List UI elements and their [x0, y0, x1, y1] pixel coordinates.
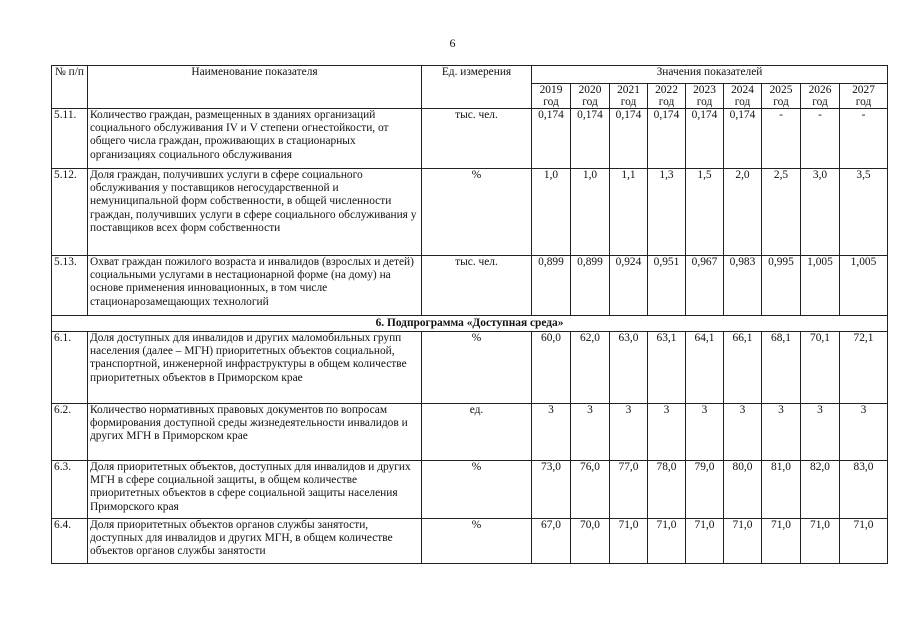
value-cell: 0,899: [532, 256, 571, 316]
table-row: [52, 404, 888, 461]
unit-cell: %: [422, 519, 532, 564]
value-cell: 2,0: [724, 169, 762, 256]
unit-cell: %: [422, 461, 532, 519]
value-cell: 0,174: [648, 109, 686, 169]
value-cell: 0,174: [532, 109, 571, 169]
year-suffix: год: [582, 96, 598, 108]
year-header: [762, 84, 801, 109]
value-cell: 1,1: [610, 169, 648, 256]
year-suffix: год: [696, 96, 713, 108]
indicators-table: [51, 65, 888, 564]
value-cell: 1,5: [686, 169, 724, 256]
value-cell: 70,1: [801, 332, 840, 404]
value-cell: 3: [648, 404, 686, 461]
value-cell: 63,1: [648, 332, 686, 404]
year-suffix: год: [855, 96, 872, 108]
value-cell: 71,0: [610, 519, 648, 564]
indicator-name: Доля доступных для инвалидов и других маломобильных групп населения (далее – МГН) приоритетных объектов социальной, транспортной, инженерной инфраструктуры в общем количестве приоритетных объектов в Приморском крае: [88, 332, 422, 404]
year-header: [724, 84, 762, 109]
value-cell: 71,0: [801, 519, 840, 564]
value-cell: -: [840, 109, 888, 169]
indicator-name: Количество граждан, размещенных в зданиях организаций социального обслуживания IV и V степени огнестойкости, от общего числа граждан, проживающих в стационарных организациях социального обслуживания: [88, 109, 422, 169]
value-cell: 76,0: [571, 461, 610, 519]
value-cell: 71,0: [724, 519, 762, 564]
year-label: 2020: [578, 84, 602, 96]
year-header: [648, 84, 686, 109]
value-cell: 0,951: [648, 256, 686, 316]
value-cell: 67,0: [532, 519, 571, 564]
value-cell: 66,1: [724, 332, 762, 404]
value-cell: 3,0: [801, 169, 840, 256]
section-row: [52, 316, 888, 332]
value-cell: 68,1: [762, 332, 801, 404]
value-cell: 82,0: [801, 461, 840, 519]
year-label: 2022: [655, 84, 678, 96]
table-row: [52, 256, 888, 316]
table-row: [52, 332, 888, 404]
value-cell: 71,0: [686, 519, 724, 564]
value-cell: 81,0: [762, 461, 801, 519]
row-number: 5.11.: [52, 109, 88, 169]
table-row: [52, 519, 888, 564]
value-cell: 3: [532, 404, 571, 461]
header-num: № п/п: [52, 66, 88, 109]
value-cell: 73,0: [532, 461, 571, 519]
value-cell: 2,5: [762, 169, 801, 256]
section-title: 6. Подпрограмма «Доступная среда»: [52, 316, 888, 332]
value-cell: 80,0: [724, 461, 762, 519]
value-cell: 71,0: [762, 519, 801, 564]
value-cell: -: [801, 109, 840, 169]
year-suffix: год: [543, 96, 559, 108]
value-cell: 78,0: [648, 461, 686, 519]
value-cell: 77,0: [610, 461, 648, 519]
row-number: 6.1.: [52, 332, 88, 404]
value-cell: 0,174: [571, 109, 610, 169]
value-cell: 0,995: [762, 256, 801, 316]
table-row: [52, 169, 888, 256]
table-row: [52, 109, 888, 169]
value-cell: 64,1: [686, 332, 724, 404]
value-cell: 1,3: [648, 169, 686, 256]
header-unit: Ед. измерения: [422, 66, 532, 109]
unit-cell: %: [422, 169, 532, 256]
value-cell: 62,0: [571, 332, 610, 404]
value-cell: 79,0: [686, 461, 724, 519]
year-label: 2024: [731, 84, 754, 96]
year-header: [801, 84, 840, 109]
unit-cell: ед.: [422, 404, 532, 461]
year-label: 2025: [769, 84, 793, 96]
page-number: 6: [449, 36, 456, 50]
value-cell: 60,0: [532, 332, 571, 404]
value-cell: 0,174: [610, 109, 648, 169]
value-cell: 72,1: [840, 332, 888, 404]
value-cell: 3: [840, 404, 888, 461]
table-row: [52, 461, 888, 519]
unit-cell: тыс. чел.: [422, 256, 532, 316]
year-suffix: год: [812, 96, 828, 108]
year-suffix: год: [734, 96, 751, 108]
year-label: 2021: [617, 84, 640, 96]
year-label: 2026: [808, 84, 832, 96]
year-header: [686, 84, 724, 109]
year-label: 2023: [693, 84, 716, 96]
row-number: 6.3.: [52, 461, 88, 519]
indicator-name: Количество нормативных правовых документов по вопросам формирования доступной среды жизнедеятельности инвалидов и других МГН в Приморском крае: [88, 404, 422, 461]
value-cell: 1,005: [801, 256, 840, 316]
value-cell: 3: [610, 404, 648, 461]
year-header: [571, 84, 610, 109]
value-cell: 1,0: [571, 169, 610, 256]
value-cell: 83,0: [840, 461, 888, 519]
value-cell: 0,924: [610, 256, 648, 316]
row-number: 6.2.: [52, 404, 88, 461]
indicator-name: Доля приоритетных объектов, доступных для инвалидов и других МГН в сфере социальной защиты, в общем количестве приоритетных объектов в сфере социальной защиты населения Приморского края: [88, 461, 422, 519]
value-cell: 0,899: [571, 256, 610, 316]
value-cell: 3: [571, 404, 610, 461]
row-number: 5.12.: [52, 169, 88, 256]
row-number: 6.4.: [52, 519, 88, 564]
value-cell: 0,967: [686, 256, 724, 316]
value-cell: 1,0: [532, 169, 571, 256]
indicator-name: Охват граждан пожилого возраста и инвалидов (взрослых и детей) социальными услугами в нестационарной форме (на дому) на основе применения инновационных, в том числе стационарозамещающих технологий: [88, 256, 422, 316]
value-cell: 1,005: [840, 256, 888, 316]
row-number: 5.13.: [52, 256, 88, 316]
value-cell: 3: [762, 404, 801, 461]
value-cell: -: [762, 109, 801, 169]
year-label: 2027: [852, 84, 875, 96]
value-cell: 0,983: [724, 256, 762, 316]
value-cell: 3: [724, 404, 762, 461]
value-cell: 0,174: [724, 109, 762, 169]
year-suffix: год: [658, 96, 675, 108]
year-label: 2019: [539, 84, 563, 96]
indicator-name: Доля граждан, получивших услуги в сфере социального обслуживания у поставщиков негосударственной и немуниципальной форм собственности, в общей численности граждан, получивших услуги в сфере социального обслуживания у поставщиков всех форм собственности: [88, 169, 422, 256]
value-cell: 3: [801, 404, 840, 461]
year-header: [532, 84, 571, 109]
year-header: [610, 84, 648, 109]
value-cell: 71,0: [648, 519, 686, 564]
year-header: [840, 84, 888, 109]
year-suffix: год: [773, 96, 789, 108]
value-cell: 70,0: [571, 519, 610, 564]
year-suffix: год: [620, 96, 637, 108]
header-name: Наименование показателя: [88, 66, 422, 109]
unit-cell: тыс. чел.: [422, 109, 532, 169]
value-cell: 63,0: [610, 332, 648, 404]
unit-cell: %: [422, 332, 532, 404]
value-cell: 3: [686, 404, 724, 461]
header-values: Значения показателей: [532, 66, 888, 84]
value-cell: 71,0: [840, 519, 888, 564]
value-cell: 3,5: [840, 169, 888, 256]
indicator-name: Доля приоритетных объектов органов службы занятости, доступных для инвалидов и других МГН, в общем количестве объектов органов службы занятости: [88, 519, 422, 564]
value-cell: 0,174: [686, 109, 724, 169]
